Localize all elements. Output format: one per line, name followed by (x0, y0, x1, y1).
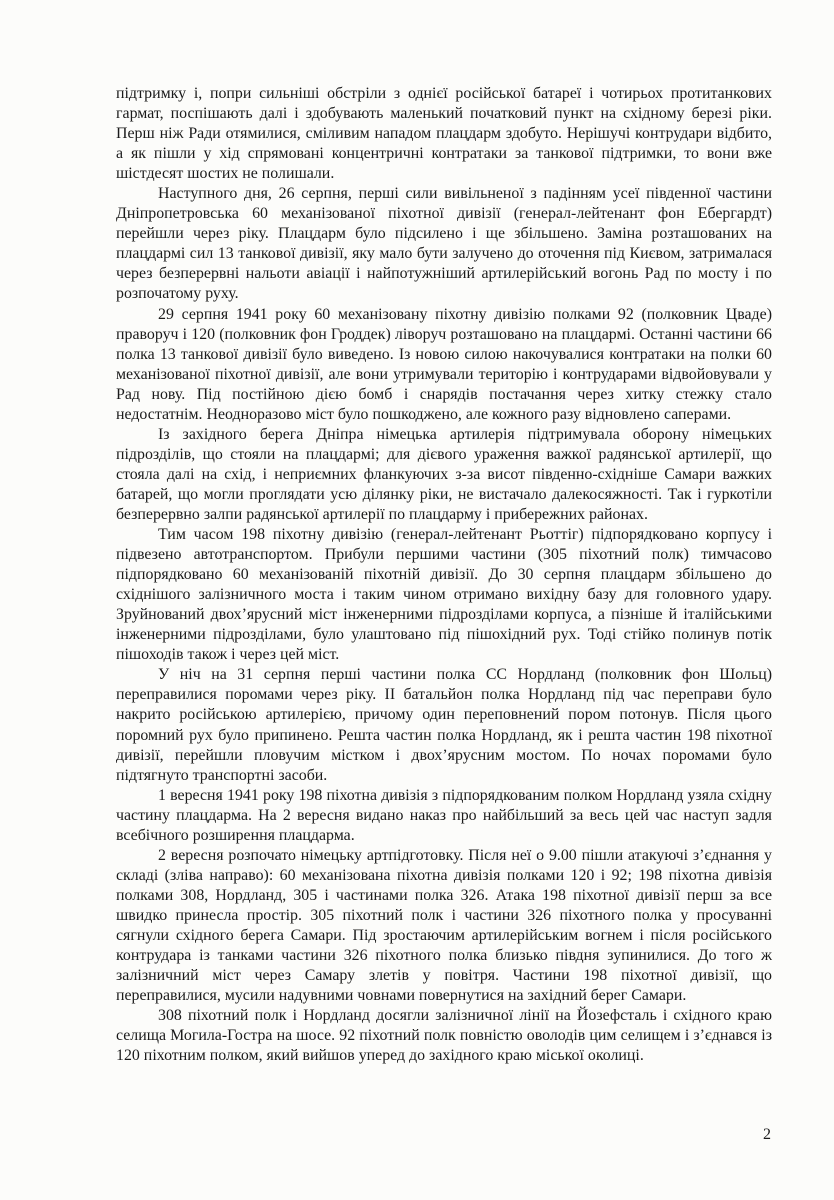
paragraph-september-2: 2 вересня розпочато німецьку артпідготовку. Після неї о 9.00 пішли атакуючі з’єднання у складі (зліва направо): 60 механізована піхотна дивізія полками 120 і 92; 198 піхотна дивізія полками 308, Нордланд, 305 і частинами полка 326. Атака 198 піхотної дивізії перш за все швидко принесла простір. 305 піхотний полк і частини 326 піхотного полка у просуванні сягнули східного берега Самари. Під зростаючим артилерійським вогнем і після російського контрудара із танками частини 326 піхотного полка близько півдня зупинилися. До того ж залізничний міст через Самару злетів у повітря. Частини 198 піхотної дивізії, що переправилися, мусили надувними човнами повернутися на західний берег Самари. (116, 846, 772, 1005)
paragraph-august-26: Наступного дня, 26 серпня, перші сили вивільненої з падінням усеї південної частини Дніпропетровська 60 механізованої піхотної дивізії (генерал-лейтенант фон Ебергардт) перейшли через ріку. Плацдарм було підсилено і ще збільшено. Заміна розташованих на плацдармі сил 13 танкової дивізії, яку мало бути залучено до оточення під Києвом, затрималася через безперервні нальоти авіації і найпотужніший артилерійський вогонь Рад по мосту і по розпочатому руху. (116, 185, 772, 303)
paragraph-continuation: підтримку і, попри сильніші обстріли з однієї російської батареї і чотирьох протитанкових гармат, поспішають далі і здобувають маленький початковий пункт на східному березі ріки. Перш ніж Ради отямилися, сміливим нападом плацдарм здобуто. Нерішучі контрудари відбито, а як пішли у хід спрямовані концентричні контратаки за танкової підтримки, то вони вже шістдесят шостих не полишали. (116, 85, 772, 183)
body-text (116, 84, 772, 1066)
paragraph-artillery: Із західного берега Дніпра німецька артилерія підтримувала оборону німецьких підрозділів, що стояли на плацдармі; для дієвого ураження важкої радянської артилерії, що стояла далі на схід, і неприємних фланкуючих з-за висот південно-східніше Самари важких батарей, що могли проглядати усю ділянку ріки, не вистачало далекосяжності. Так і гуркотіли безперервно залпи радянської артилерії по плацдарму і прибережних районах. (116, 425, 772, 523)
paragraph-september-1: 1 вересня 1941 року 198 піхотна дивізія з підпорядкованим полком Нордланд узяла східну частину плацдарма. На 2 вересня видано наказ про найбільший за весь цей час наступ задля всебічного розширення плацдарма. (116, 786, 772, 844)
paragraph-august-29: 29 серпня 1941 року 60 механізовану піхотну дивізію полками 92 (полковник Цваде) праворуч і 120 (полковник фон Гроддек) ліворуч розташовано на плацдармі. Останні частини 66 полка 13 танкової дивізії було виведено. Із новою силою накочувалися контратаки на полки 60 механізованої піхотної дивізії, але вони утримували територію і контрударами відвойовували у Рад нову. Під постійною дією бомб і снарядів постачання через хитку стежку стало недостатнім. Неодноразово міст було пошкоджено, але кожного разу відновлено саперами. (116, 305, 772, 423)
paragraph-308-regiment: 308 піхотний полк і Нордланд досягли залізничної лінії на Йозефсталь і східного краю селища Могила-Гостра на шосе. 92 піхотний полк повністю оволодів цим селищем і з’єднався із 120 піхотним полком, який вийшов уперед до західного краю міської околиці. (116, 1007, 772, 1065)
paragraph-198-division: Тим часом 198 піхотну дивізію (генерал-лейтенант Рьоттіг) підпорядковано корпусу і підвезено автотранспортом. Прибули першими частини (305 піхотний полк) тимчасово підпорядковано 60 механізованій піхотній дивізії. До 30 серпня плацдарм збільшено до східнішого залізничного моста і таким чином отримано вихідну базу для головного удару. Зруйнований двох’ярусний міст інженерними підрозділами корпуса, а пізніше й італійськими інженерними підрозділами, було улаштовано під пішохідний рух. Тоді стійко полинув потік пішоходів також і через цей міст. (116, 526, 772, 664)
page-number: 2 (763, 1126, 771, 1143)
paragraph-nordland-crossing: У ніч на 31 серпня перші частини полка СС Нордланд (полковник фон Шольц) переправилися поромами через ріку. II батальйон полка Нордланд під час переправи було накрито російською артилерією, причому один переповнений пором потонув. Після цього поромний рух було припинено. Решта частин полка Нордланд, як і решта частин 198 піхотної дивізії, перейшли пловучим містком і двох’ярусним мостом. По ночах поромами було підтягнуто транспортні засоби. (116, 666, 772, 784)
